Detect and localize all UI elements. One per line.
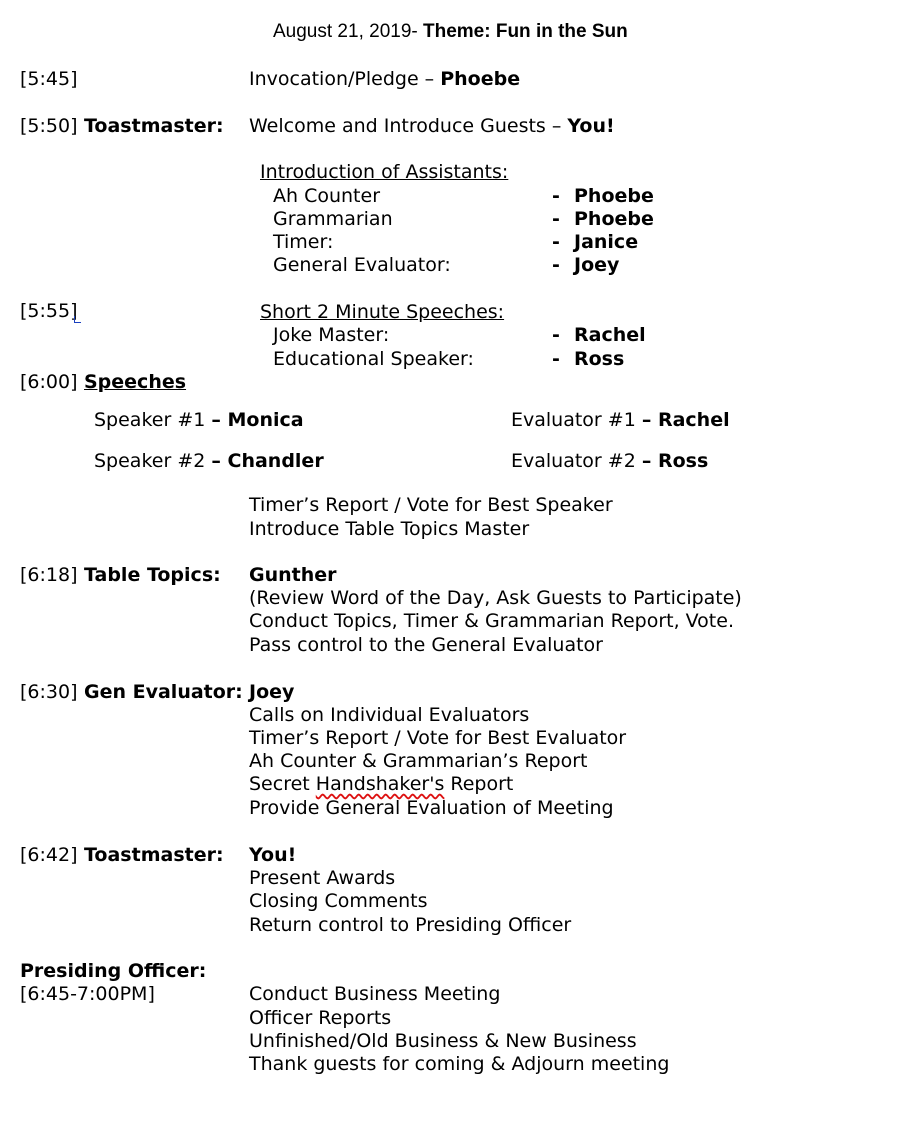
closing-line: Closing Comments — [249, 890, 428, 912]
time-closing: [6:42] — [20, 844, 78, 866]
welcome-line — [249, 115, 615, 138]
assistant-name: Phoebe — [574, 185, 654, 207]
evaluator-name: Ross — [657, 450, 709, 472]
presiding-line: Unfinished/Old Business & New Business — [249, 1030, 637, 1052]
assistant-name: Phoebe — [574, 208, 654, 230]
speeches-heading: Speeches — [84, 371, 187, 393]
short-speech-name: Rachel — [574, 324, 646, 346]
gen-evaluator-line: Ah Counter & Grammarian’s Report — [249, 750, 588, 772]
closing-name: You! — [249, 844, 297, 866]
short-speech-dash: - — [552, 348, 560, 370]
speaker-dash: – — [211, 450, 228, 472]
time-short-speeches-text: [5:55] — [20, 300, 78, 322]
speaker-dash: – — [211, 409, 228, 431]
table-topics-line: Conduct Topics, Timer & Grammarian Report, Vote. — [249, 610, 734, 632]
spellcheck-word[interactable]: Handshaker's — [315, 773, 445, 795]
short-speech-role: Educational Speaker: — [273, 348, 474, 370]
assistants-heading: Introduction of Assistants: — [260, 161, 509, 183]
speaker-2 — [94, 450, 324, 473]
time-invocation: [5:45] — [20, 68, 78, 90]
gen-evaluator-line: Calls on Individual Evaluators — [249, 704, 530, 726]
evaluator-dash: – — [641, 450, 658, 472]
gen-evaluator-line — [249, 773, 513, 796]
speaker-name: Monica — [227, 409, 304, 431]
short-speech-role: Joke Master: — [273, 324, 390, 346]
assistant-dash: - — [552, 254, 560, 276]
short-speech-dash: - — [552, 324, 560, 346]
evaluator-name: Rachel — [657, 409, 730, 431]
invocation-name: Phoebe — [440, 68, 521, 90]
evaluator-label: Evaluator #2 — [511, 450, 642, 472]
secret-pre: Secret — [249, 773, 316, 795]
time-short-speeches — [20, 300, 81, 323]
assistant-dash: - — [552, 231, 560, 253]
speeches-after-line: Introduce Table Topics Master — [249, 518, 530, 540]
time-presiding: [6:45-7:00PM] — [20, 983, 155, 1005]
role-presiding-officer: Presiding Officer: — [20, 960, 207, 982]
table-topics-line: Pass control to the General Evaluator — [249, 634, 603, 656]
closing-line: Return control to Presiding Officer — [249, 914, 572, 936]
presiding-line: Conduct Business Meeting — [249, 983, 501, 1005]
evaluator-dash: – — [641, 409, 658, 431]
time-gen-evaluator: [6:30] — [20, 681, 78, 703]
invocation-text: Invocation/Pledge – — [249, 68, 441, 90]
short-speeches-heading: Short 2 Minute Speeches: — [260, 301, 505, 323]
page-title — [273, 20, 628, 43]
speeches-after-line: Timer’s Report / Vote for Best Speaker — [249, 494, 613, 516]
assistant-role: Ah Counter — [273, 185, 381, 207]
assistant-role: Timer: — [273, 231, 334, 253]
speaker-name: Chandler — [227, 450, 324, 472]
table-topics-name: Gunther — [249, 564, 337, 586]
presiding-line: Thank guests for coming & Adjourn meeting — [249, 1053, 670, 1075]
time-table-topics: [6:18] — [20, 564, 78, 586]
assistant-role: Grammarian — [273, 208, 393, 230]
speaker-1 — [94, 409, 304, 432]
role-table-topics: Table Topics: — [84, 564, 221, 586]
text-cursor-mark — [74, 316, 81, 323]
role-gen-evaluator: Gen Evaluator: — [84, 681, 243, 703]
gen-evaluator-line: Provide General Evaluation of Meeting — [249, 797, 614, 819]
assistant-name: Janice — [574, 231, 639, 253]
secret-post: Report — [444, 773, 514, 795]
table-topics-line: (Review Word of the Day, Ask Guests to Participate) — [249, 587, 742, 609]
assistant-dash: - — [552, 208, 560, 230]
invocation-line — [249, 68, 520, 91]
welcome-text: Welcome and Introduce Guests – — [249, 115, 568, 137]
time-welcome: [5:50] — [20, 115, 78, 137]
title-theme: Theme: Fun in the Sun — [423, 21, 628, 42]
speaker-label: Speaker #1 — [94, 409, 212, 431]
closing-line: Present Awards — [249, 867, 396, 889]
presiding-line: Officer Reports — [249, 1007, 392, 1029]
role-toastmaster: Toastmaster: — [84, 115, 224, 137]
assistant-role: General Evaluator: — [273, 254, 451, 276]
short-speech-name: Ross — [574, 348, 625, 370]
role-toastmaster-closing: Toastmaster: — [84, 844, 224, 866]
time-speeches: [6:00] — [20, 371, 78, 393]
evaluator-2 — [511, 450, 708, 473]
assistant-name: Joey — [574, 254, 620, 276]
evaluator-1 — [511, 409, 730, 432]
assistant-dash: - — [552, 185, 560, 207]
welcome-name: You! — [567, 115, 615, 137]
speaker-label: Speaker #2 — [94, 450, 212, 472]
title-date: August 21, 2019- — [273, 21, 423, 42]
gen-evaluator-name: Joey — [249, 681, 295, 703]
evaluator-label: Evaluator #1 — [511, 409, 642, 431]
gen-evaluator-line: Timer’s Report / Vote for Best Evaluator — [249, 727, 627, 749]
